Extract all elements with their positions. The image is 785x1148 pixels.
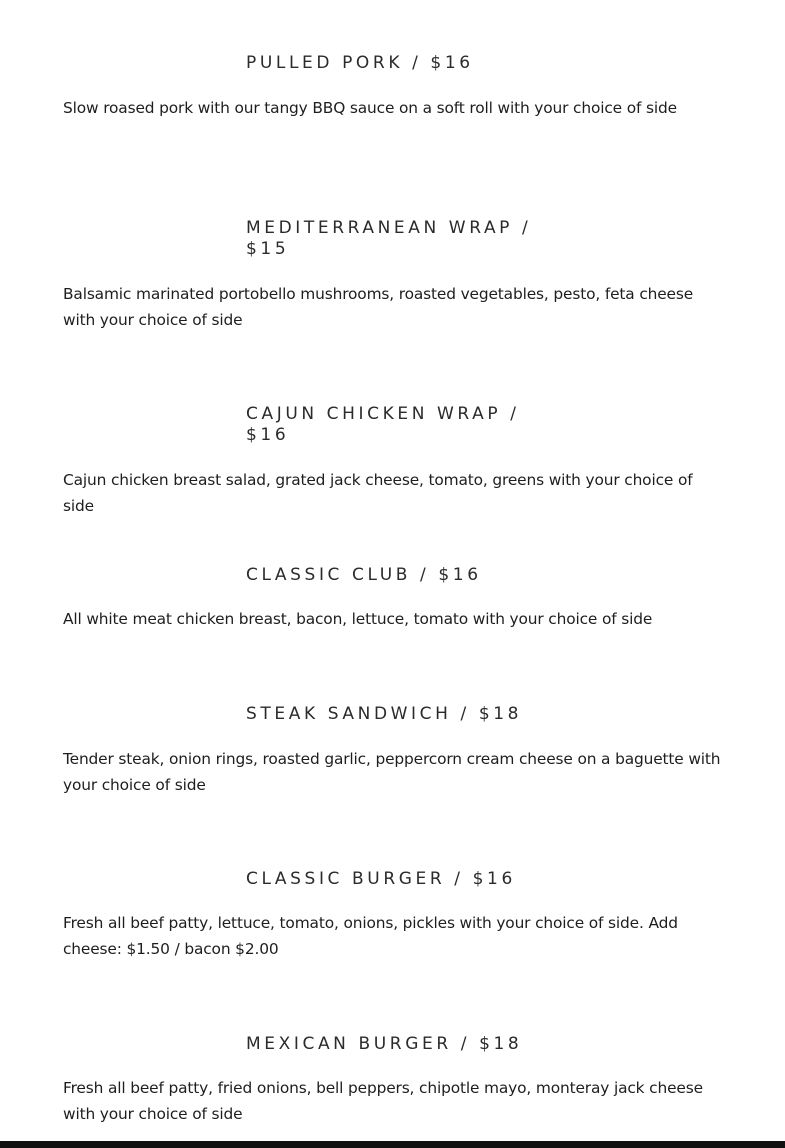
item-description: Cajun chicken breast salad, grated jack cheese, tomato, greens with your choice of side: [63, 471, 693, 515]
item-title: PULLED PORK / $16: [246, 53, 474, 73]
item-title: CAJUN CHICKEN WRAP / $16: [246, 404, 520, 445]
item-description: All white meat chicken breast, bacon, lettuce, tomato with your choice of side: [63, 610, 653, 628]
item-title: CLASSIC BURGER / $16: [246, 869, 516, 889]
item-title: MEDITERRANEAN WRAP / $15: [246, 218, 532, 259]
item-title: STEAK SANDWICH / $18: [246, 704, 523, 724]
item-description: Slow roased pork with our tangy BBQ sauce on a soft roll with your choice of side: [63, 99, 677, 117]
bottom-bar: [0, 1141, 785, 1148]
item-description: Tender steak, onion rings, roasted garlic, peppercorn cream cheese on a baguette with your choice of side: [63, 750, 721, 794]
item-description: Fresh all beef patty, fried onions, bell peppers, chipotle mayo, monteray jack cheese with your choice of side: [63, 1079, 703, 1123]
item-title: MEXICAN BURGER / $18: [246, 1034, 523, 1054]
item-description: Balsamic marinated portobello mushrooms, roasted vegetables, pesto, feta cheese with your choice of side: [63, 285, 694, 329]
item-description: Fresh all beef patty, lettuce, tomato, onions, pickles with your choice of side. Add cheese: $1.50 / bacon $2.00: [63, 914, 678, 958]
item-title: CLASSIC CLUB / $16: [246, 565, 482, 585]
